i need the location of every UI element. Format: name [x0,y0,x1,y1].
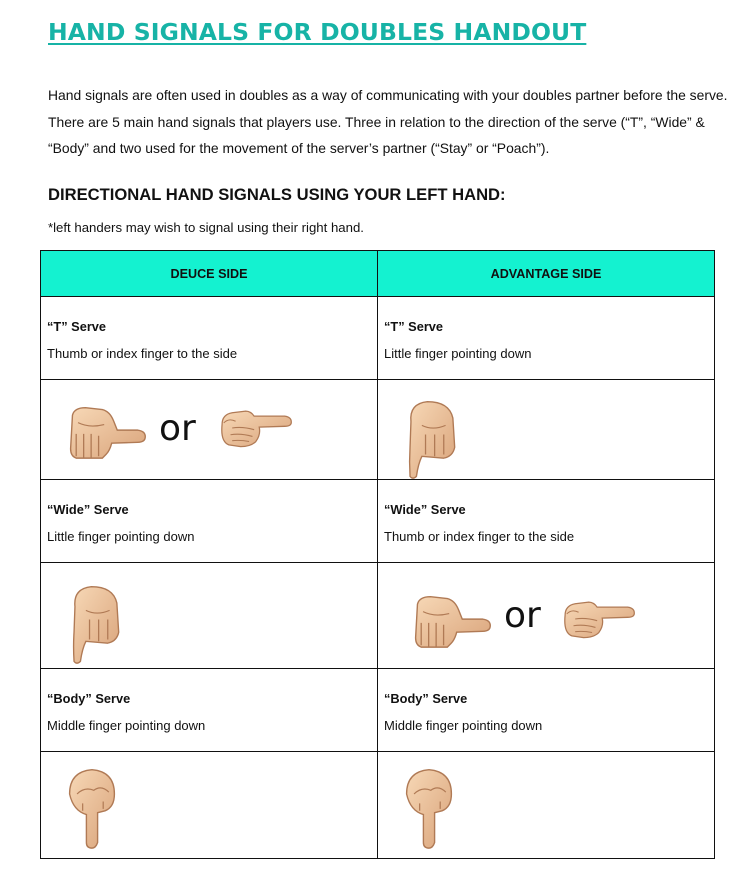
serve-name: “T” Serve [47,319,107,334]
serve-description: Little finger pointing down [47,529,195,544]
serve-description: Thumb or index finger to the side [47,346,238,361]
little-finger-down-icon [400,398,462,480]
serve-description: Middle finger pointing down [47,718,206,733]
index-point-icon [560,597,636,641]
serve-name: “Wide” Serve [47,502,129,517]
advantage-wide-serve-cell [378,480,715,563]
advantage-wide-serve-image-cell [378,563,715,669]
deuce-body-serve-image-cell [41,752,378,859]
table-row [41,563,715,669]
advantage-t-serve-image-cell [378,380,715,480]
table-row [41,669,715,752]
serve-name: “T” Serve [384,319,444,334]
serve-name: “Wide” Serve [384,502,466,517]
serve-description: Little finger pointing down [384,346,532,361]
deuce-wide-serve-cell [41,480,378,563]
header-advantage-side: ADVANTAGE SIDE [378,251,715,297]
left-hander-note: *left handers may wish to signal using their right hand. [48,220,364,235]
page-title: HAND SIGNALS FOR DOUBLES HANDOUT [48,18,587,46]
deuce-t-serve-cell [41,297,378,380]
deuce-t-serve-image-cell [41,380,378,480]
header-deuce-side: DEUCE SIDE [41,251,378,297]
serve-description: Thumb or index finger to the side [384,529,575,544]
thumb-side-icon [65,402,149,462]
hand-signals-table [40,250,715,859]
serve-description: Middle finger pointing down [384,718,543,733]
or-label: or [159,408,196,449]
deuce-body-serve-cell [41,669,378,752]
middle-finger-down-icon [398,766,460,850]
middle-finger-down-icon [61,766,123,850]
advantage-t-serve-cell [378,297,715,380]
serve-name: “Body” Serve [47,691,131,706]
serve-name: “Body” Serve [384,691,468,706]
table-header-row [41,251,715,297]
table-row [41,480,715,563]
little-finger-down-icon [65,583,125,665]
intro-paragraph: Hand signals are often used in doubles as a way of communicating with your doubles partner before the serve. There are 5 main hand signals that players use. Three in relation to the direction of the serve (“T”, “Wide” & “Body” and two used for the movement of the server’s partner (“Stay” or “Poach”). [48,87,728,156]
table-row [41,380,715,480]
thumb-side-icon [410,591,494,651]
section-heading: DIRECTIONAL HAND SIGNALS USING YOUR LEFT HAND: [48,185,506,204]
advantage-body-serve-image-cell [378,752,715,859]
deuce-wide-serve-image-cell [41,563,378,669]
table-row [41,297,715,380]
or-label: or [504,595,541,636]
advantage-body-serve-cell [378,669,715,752]
index-point-icon [217,406,293,450]
table-row [41,752,715,859]
